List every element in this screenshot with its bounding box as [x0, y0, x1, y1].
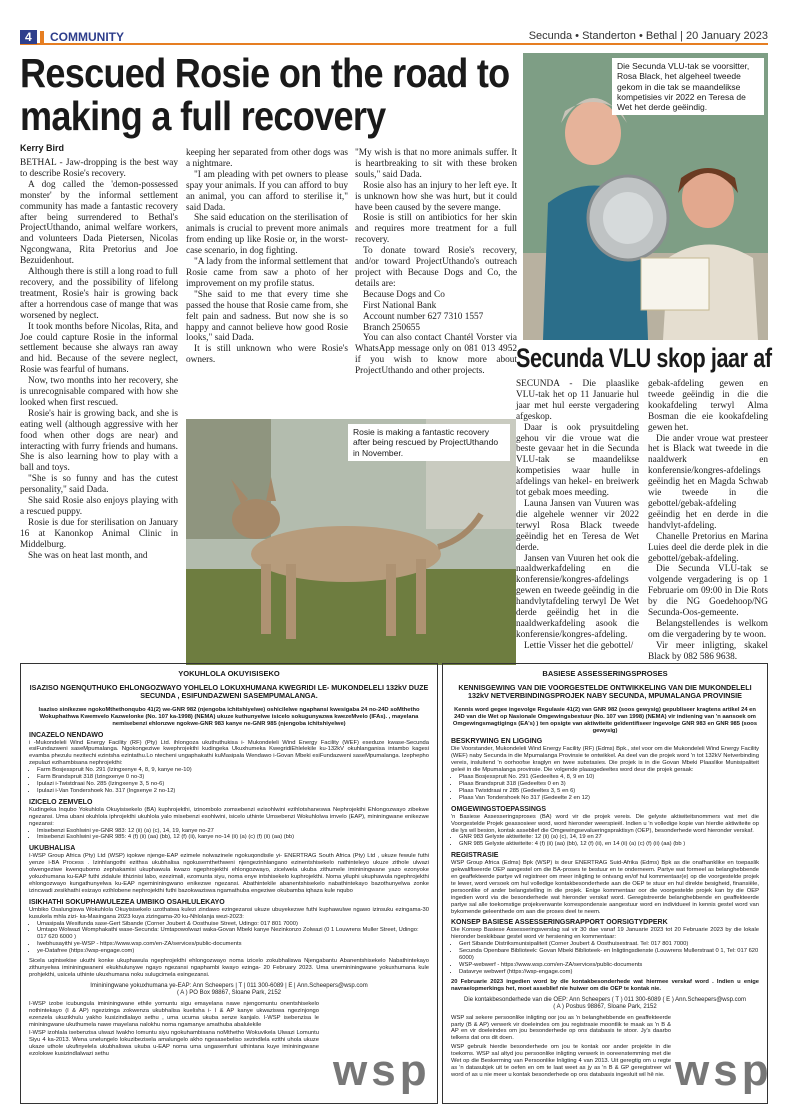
notice-list-item: • Iwebhusayithi ye-WSP - https://www.wsp.com/en-ZA/services/public-documents	[37, 941, 429, 948]
article-paragraph: Although there is still a long road to full recovery, and the possibility of lifelong treatment, Rosie's hair is growing back after a horrendous case of mange that was worsened by neglect.	[20, 267, 178, 321]
notice-title: BASIESE ASSESSERINGSPROSES	[542, 669, 668, 678]
article-headline: Rescued Rosie on the road to making a full recovery	[20, 50, 510, 139]
notice-list	[37, 921, 429, 956]
article-column-3	[355, 148, 517, 414]
article-paragraph: Rosie also has an injury to her left eye. It is unknown how she was hurt, but it could have been caused by the severe mange.	[355, 180, 517, 213]
bank-details	[355, 290, 517, 334]
byline: Kerry Bird	[20, 143, 65, 153]
notice-heading: IZICELO ZEMVELO	[29, 798, 93, 806]
section-title: COMMUNITY	[50, 30, 124, 44]
article-paragraph: "My wish is that no more animals suffer. It is heartbreaking to sit with these broken souls," said Dada.	[355, 148, 517, 180]
article-paragraph: "I am pleading with pet owners to please spay your animals. If you can afford to buy an animal, you can afford to sterilise it," said Dada.	[186, 169, 348, 213]
notice-text: WSP gebruik hierdie besonderhede om jou te kontak oor ander projekte in die toekoms. WSP sal altyd jou persoonlike inligting verwerk in ooreenstemming met die Wet op die Beskerming van Persoonlike Inligting 4 van 2013. Uit geregtig om u regte as 'n datasubjek uit te oefen en om te laat weet as jy as 'n B & GP geregistreer wil word of as u nie meer u kontak besonderhede op ons databasis ingesluit wil hê nie.	[451, 1044, 671, 1078]
notice-text: Kudingeka Inqubo Yokuhlola Okuyisisekelo (BA) kuphrojekthi, izinombolo zomsebenzi ezisohlwini ezihlotshaneswa Nephrojekthi Ehlongozwayo zibekwe ngezansi. Uma ubani okuhlola iphrojekthi ukuhlola yalo misebenzi esohlwini, isicelo uthinte Umsebenzi Wokuhlolwa imvelo (EAP), mininingwane enikezwe ngezansi:	[29, 806, 429, 827]
article-column-2	[186, 148, 348, 414]
contact-address: ( A ) PO Box 98867, Sloane Park, 2152	[176, 989, 282, 996]
article-paragraph: Rosie is due for sterilisation on January 16 at Kanonkop Animal Clinic in Middelburg.	[20, 517, 178, 550]
bank-detail-line: First National Bank	[363, 300, 437, 311]
notice-list-item: • Umasipala Wesifunda sase-Gert Sibande (Corner Joubert & Oosthuise Street, Udingo: 017 801 7000)	[37, 921, 429, 928]
article-paragraph: Die ander vroue wat presteer het is Black wat tweede in die naaldwerk en konferensie/kongres-afdelings geëindig het en Magda Schwab wie tweede in die gebottel/gebak-afdeling geëindig het en derde in die handvlyt-afdeling.	[648, 433, 768, 531]
notice-text: Sicela uqinisekise ukuthi konke ukuphawula ngephrojekthi ehlongozwayo noma izicelo zokubhaliswa Njengabantu Abanentshisekelo Nabathintekayo zithunyelwa imininingwaneni ekukhulunywe ngayo ngezansi ngaphambi kwayo ezinga- 20 February 2023. Uma unemininingwane yokuxhumana kule prohjekthi, usicela uthinte ukuxhumana noku sulugcimela esingezansi.	[29, 958, 429, 978]
notice-list-item: • Secunda Openbare Biblioteek: Govan Mbeki Biblioteek- en Inligtingsdienste (Louwrens Mullerstraat 0 1, Tel: 017 620 6000)	[459, 948, 759, 962]
article-paragraph: She said education on the sterilisation of animals is crucial to prevent more animals from ending up like Rosie or, in the worst-case scenario, in dog fighting.	[186, 213, 348, 257]
notice-list-item: • Datavrye webwerf (https://wsp-engage.com)	[459, 969, 759, 976]
notice-heading: INCAZELO NENDAWO	[29, 731, 104, 739]
article-paragraph: Belangstellendes is welkom om die vergadering by te woon.	[648, 618, 768, 640]
notice-subtitle: ISAZISO NGENQUTHUKO EHLONGOZWAYO YOHLELO LOKUXHUMANA KWEGRIDI LE- MUKONDELELI 132kV DUZE SECUNDA , ESIFUNDAZWENI SASEMPUMALANGA.	[29, 683, 429, 701]
article-paragraph: keeping her separated from other dogs was a nightmare.	[186, 148, 348, 169]
notice-list	[459, 774, 759, 802]
public-notice-zulu	[20, 663, 438, 1104]
contact-line: Imininingwane yokuxhumana ye-EAP: Ann Scheepers | T | 011 300-6089 | E | Ann.Scheepers@wsp.com	[90, 982, 368, 989]
notice-list-item: • GNR 985 Gelyste aktiwiteite: 4 (f) (ii) (aa) (bb), 12 (f) (ii), en 14 (ii) (a) (c) (f) (ii) (aa) (bb )	[459, 841, 759, 848]
notice-text: I-WSP Group Africa (Pty) Ltd (WSP) iqokwe njenge-EAP ezimele nolwazinele ngokuqondisile yi- ENERTRAG South Africa (Pty) Ltd , ukuze fewule futhi yenze i-BA Process . Izinhlangothi ezithsa ukubhalisa ngokusemthethweni njengezinhlangano ezinentshisekelo nathinteleyo ukuze zithole ulwazi olwengeziwe kwenqubomo zephakamisi ukuphawula kwazo ngephrojekthi ehlongozwayo, zicelwela ukuba zithumele imininingwane yazo ezonyoke yokuxhumana ku-EAP futhi zidalule ithizinisi labo, ezezimali, ezomunta siyu, noma enye intshisekelo kuphrojekthi. Noma yiluphi ukuphawula ngephrojekthi ehlongozwayo kungathunyelwa ku-EAP ngemininingwano enikezwe ngezansi. Abathintekile abanentshisekelo nabathintekayo bazothunyelwa zonke izincwadi zesikhathi esizayo ezihlobene nephrojekthi futhi bazokwaziswa ngamathuba engeziwe okubamba iqhaza kule nqubo	[29, 853, 429, 894]
article-paragraph: Die Secunda VLU-tak se volgende vergadering is op 1 Februarie om 09:00 in Die Rots by die NG Goedehoop/NG Secunda-Oos-gemeente.	[648, 564, 768, 619]
page-number: 4	[20, 30, 37, 44]
article-column-1	[20, 158, 178, 658]
notice-text: WSP Group Africa (Edms) Bpk (WSP) is deur ENERTRAG Suid-Afrika (Edms) Bpk as die onafhanklike en toepaslik gekwalifiseerde OEP aangestel om die BA-proses te bestuur en te onderneem. Partye wat formeel as belanghebbende en geaffekteerde partye wil registreer om meer inligting te ontvang en/of hul kommentaar(e) op die voorgestelde projek te lewer, word versoek om hul volledige kontakbesonderhede aan die OEP te stuur en hul direkte besigheid, finansiële, persoonlike of ander belangstelling in die projek. Enige kommentaar oor die voorgestelde projek kan by die OEP ingedien word via die besonderhede wat hieronder verskaf word. Geregistreerde belanghebbende en geaffekteerde partye sal alle toekomstige projekverwante korrespondensie aangestuur word en individueel in kennis gestel word van bykomende geleenthede om aan die proses deel te neem.	[451, 860, 759, 915]
notice-list-item: • Farm Brandspruit 318 (Izingxenye 0 no-3)	[37, 774, 429, 781]
article-paragraph: You can also contact Chantél Vorster via WhatsApp message only on 081 013 4952 if you wish to know more about ProjectUthando and other projects.	[355, 333, 517, 377]
wsp-logo: wsp	[333, 1046, 431, 1095]
bank-detail-line: Account number 627 7310 1557	[363, 311, 484, 322]
section-accent	[40, 31, 44, 43]
article-paragraph: gebak-afdeling gewen en tweede geëindig in die die kookafdeling terwyl Alma Bosman die eie kookafdeling gewen het.	[648, 379, 768, 433]
vlu-column-2	[648, 379, 768, 661]
notice-text: WSP sal sekere persoonlike inligting oor jou as 'n belanghebbende en geaffekteerde party (B & AP) verwerk vir doeleindes om jou registrasie moontlik te maak as 'n B & AP en vir doeleindes om jou besonderhede op ons databasis te stoor. Jy's daarbo telkens dat ons dit doen.	[451, 1014, 671, 1042]
notice-list-item: • Umtapo Wolwazi Womphakathi wase-Secunda: Umtapowolwazi waka-Govan Mbeki kanye Nezinkonzo Zolwazi (0 1 Louwrens Muller Street, Udingo: 017 620 6000 )	[37, 927, 429, 941]
article-paragraph: Jansen van Vuuren het ook die naaldwerkafdeling en die konferensie/kongres-afdelings gewen en tweede geëindig in die handvlytafdeling terwyl De Wet derde geëindig het in die naaldwerkafdeling asook die konferensie/kongres-afdeling.	[516, 553, 639, 640]
notice-list-item: • GNR 983 Gelyste aktiwiteite: 12 (ii) (a) (c), 14, 19 en 27	[459, 834, 759, 841]
article-paragraph: "A lady from the informal settlement that Rosie came from saw a photo of her improvement on my profile status.	[186, 257, 348, 289]
notice-list-item: • Imisebenzi Esohlwini ye-GNR 983: 12 (ii) (a) (c), 14, 19, kanye no-27	[37, 828, 429, 835]
notice-text: I-WSP izohlala isebenzisa ulwazi lwakho lomuntu siyu ngokuhambisana noMthetho Wokuvikela Ulwazi Lomuntu Siyu 4 ka-2013. Wena unelungelo lokuzibezisela amalungelo akho ngesasebeliso sezindlela ezithi uhola ukuze ukaze uthole ukufinyelela ukubhaliswa ukuba u-EAP noma uma ungasemfuni uthintana kuye imininingwane ezolokwe kusizindlalwazi sethu	[29, 1030, 319, 1058]
notice-list-item: • Plaas Twistdraai nr 285 (Gedeeltes 3, 5 en 6)	[459, 788, 759, 795]
article-paragraph: A dog called the 'demon-possessed monster' by the informal settlement community has made a fantastic recovery after being surrendered to Bethal's ProjectUthando, animal welfare workers, and volunteers Dada Pietersen, Nicolas Ngcongwana, Rita Pretorius and Joe Bezuidenhout.	[20, 179, 178, 267]
notice-list-item: • Imisebenzi Esohlwini ye-GNR 985: 4 (f) (ii) (aa) (bb), 12 (f) (ii), kanye no-14 (ii) (a) (c) (f) (ii) (aa) (bb)	[37, 834, 429, 841]
wsp-logo: wsp	[675, 1046, 773, 1095]
notice-list-item: • WSP-webwerf - https://www.wsp.com/en-ZA/services/public-documents	[459, 962, 759, 969]
notice-heading: UKUBHALISA	[29, 845, 76, 853]
article-paragraph: Now, two months into her recovery, she is unrecognisable compared with how she looked when first rescued.	[20, 376, 178, 408]
notice-text: 'n Basiese Assesseringsproses (BA) word vir die projek vereis. Die gelyste aktiwiteitsnommers wat met die Voorgestelde Projek geassosieer word, word hieronder weerspieël. Indien u 'n volledige kopie van hierdie aktiwiteite op die lys wil besion, kontak asseblief die Omgewingsevalueringspraktisyn (OEP), besonderhede word hieronder verskaf.	[451, 813, 759, 834]
notice-list	[37, 828, 429, 842]
article-paragraph: Chanelle Pretorius en Marina Luies deel die derde plek in die gebottel/gebak-afdeling.	[648, 531, 768, 564]
notice-text: Umbiko Osalungiswa Wokuhlola Okuyisisekelo uzothatwa kulezi zindawo ezingezansi ukuze ubuyekezwe futhi kuphawulwe ngawo izinsuku ezingama-30 kusukela mhla zizi- ka-Masingana 2023 kuya zizingama-20 ku-Nhlolanja wezi-2023:	[29, 906, 429, 920]
notice-list	[459, 941, 759, 976]
article-paragraph: It took months before Nicolas, Rita, and Joe could capture Rosie in the informal settlement because she always ran away and hid. Because of the severe neglect, Rosie was fearful of humans.	[20, 321, 178, 376]
notice-heading: KONSEP BASIESE ASSESSERINGSRAPPORT OORSIGTYDPERK	[451, 919, 668, 927]
notice-list-item: • Plaas Van Tondershoek No 317 (Gedeelte 2 en 12)	[459, 795, 759, 802]
article-paragraph: It is still unknown who were Rosie's owners.	[186, 344, 348, 366]
notice-list-item: • Farm Bosjesspruit No. 291 (Izingxenye 4, 8, 9, kanye ne-10)	[37, 767, 429, 774]
article-paragraph: Vir meer inligting, skakel Black by 082 586 9638.	[648, 640, 768, 662]
article-paragraph: "She said to me that every time she passed the house that Rosie came from, she felt pain and sadness. But now she is so happy and cannot believe how good Rosie looks," said Dada.	[186, 289, 348, 344]
contact-line: Die kontakbesonderhede van die OEP: Ann Scheepers ( T ) 011 300-6089 ( E ) Ann.Scheepers@wsp.com	[464, 996, 746, 1003]
notice-text: i -Mukondeleli Wind Energy Facility (RF) (Pty) Ltd. ihlongoza ukuthuthukisa i- Mukondeleli Wind Energy Facility (WEF) eseduze kwase-Secunda esiFundazweni saseMpumalanga. Ngokongeziwe kwephrojekthi kudingeka Ukuxhumeka KwegridiEhlelekile ku-132kV okuhlanganisa intambo kagesi evamba phezulu nezitechi ezintsha ezintathu.Lo ntecheni ungaphakathi kuMasipala Wendawo i-Govan Mbeki esiFundazweni saseMpumalanga. Izephepho zepulazi ezihambisana nephrojekthi:	[29, 739, 429, 767]
article-paragraph: SECUNDA - Die plaaslike VLU-tak het op 11 Januarie hul jaar met hul eerste vergadering afgeskop.	[516, 379, 639, 422]
notice-intro: Isaziso sinikezwe ngokoMthethonqubo 41(2) we-GNR 982 (njengoba ichitshiyelwe) oshicilelwe ngaphansi kwesigaba 24 no-24D soMthetho Wokuphathwa Kwemvelo Kazwelonke (No. 107 ka-1998) (NEMA) ukuze kuthunyelwe isicelo sokugunyazwa kwezeMvelo (IFAs). , mayelana nemisebenzi ehlonzwe ngokwe-GNR 983 kanye ne-GNR 985 (njengoba ichitshiyelwe)	[38, 706, 420, 727]
notice-text: Die Voorstander, Mukondeleli Wind Energy Facility (RF) (Edms) Bpk., stel voor om die Mukondeleli Wind Energy Facility (WEF) naby Secunda in die Mpumalanga Provinsie te ontwikkel. As deel van die projek word 'n tot 132kV Netverbinding vereis, insluitend 'n oorhoofse kraglyn en twee substasies. Die projek is in die Govan Mbeki Plaaslike Munisipaliteit geleë in die Mpumalanga provinsie. Die volgende plaasgedeeltes word deur die projek geraak:	[451, 746, 759, 774]
notice-list-item: • Plaas Bosjesspruit No. 291 (Gedeeltes 4, 8, 9 en 10)	[459, 774, 759, 781]
notice-contact	[29, 983, 429, 997]
article-paragraph: To donate toward Rosie's recovery, and/or toward ProjectUthando's outreach project with Because Dogs and Co, the details are:	[355, 246, 517, 289]
notice-list-item: • Ipulazi i-Van Tondershoek No. 317 (Ingxenye 2 no-12)	[37, 788, 429, 795]
notice-intro: Kennis word gegee ingevolge Regulasie 41(2) van GNR 982 (soos gewysig) gepubliseer kragtens artikel 24 en 24D van die Wet op Nasionale Omgewingsbestuur (No. 107 van 1998) (NEMA) vir indiening van 'n aansoek om Omgewingsmagtigings (EA's) ) ten opsigte van aktiwiteite geïdentifiseer ingevolge GNR 983 en GNR 985 (soos gewysig)	[452, 706, 758, 734]
notice-text: I-WSP izobe icubungula imininingwane ethile yomuntu sigu emayelana nawe njengomuntu onentshisekelo nothintekayo (I & AP) ngezizinga zokwenza ukubhalisa kuelisha i- I & AP kanye ukwaziswa ngezinjongo ezenzela ukuzikhulu yakho kusizindlalayo sethu , uma ucuma ukuba senze kanjalo. I-WSP isebenzisa le mininingwane ukuthumela nawe mayelana nalokhu noma ngamanye amathuba abalulekile	[29, 1000, 319, 1028]
notice-heading: REGISTRASIE	[451, 852, 499, 860]
page-header	[20, 29, 768, 45]
notice-heading: OMGEWINGSTOEPASSINGS	[451, 805, 547, 813]
vlu-headline: Secunda VLU skop jaar af	[516, 343, 772, 373]
dog-photo-caption: Rosie is making a fantastic recovery after being rescued by ProjectUthando in November.	[348, 424, 510, 461]
notice-heading: BESKRYWING EN LIGGING	[451, 738, 543, 746]
notice-list	[37, 767, 429, 795]
notice-list-item: • Plaas Brandspruit 318 (Gedeeltes 0 en 3)	[459, 781, 759, 788]
article-paragraph: Launa Jansen van Vuuren was die algehele wenner vir 2022 terwyl Rosa Black tweede geëindig het en Teresa de Wet derde.	[516, 498, 639, 553]
notice-list-item: • Ipulazi i-Twistdraai No. 285 (Izingxenye 3, 5 no-6)	[37, 781, 429, 788]
bank-detail-line: Because Dogs and Co	[363, 289, 445, 300]
dateline: Secunda • Standerton • Bethal | 20 January 2023	[528, 30, 768, 42]
article-paragraph: Rosie is still on antibiotics for her skin and requires more treatment for a full recovery.	[355, 213, 517, 246]
article-paragraph: BETHAL - Jaw-dropping is the best way to describe Rosie's recovery.	[20, 158, 178, 179]
notice-text: 20 Februarie 2023 ingedien word by die kontakbesonderhede wat hiermee verskaf word . Indien u enige navrae/opmerkings het, moet asseblief nie huiwer om die OEP te kontak nie.	[451, 978, 759, 992]
notice-contact	[451, 997, 759, 1011]
notice-title: YOKUHLOLA OKUYISISEKO	[178, 669, 280, 678]
article-paragraph: She said Rosie also enjoys playing with a rescued puppy.	[20, 496, 178, 517]
article-paragraph: "She is so funny and has the cutest personality," said Dada.	[20, 474, 178, 496]
article-paragraph: Lettie Visser het die gebottel/	[524, 640, 634, 651]
vlu-column-1	[516, 379, 639, 661]
notice-heading: ISIKHATHI SOKUPHAWULEZEA UMBIKO OSAHLULEKAYO	[29, 898, 225, 906]
notice-subtitle: KENNISGEWING VAN DIE VOORGESTELDE ONTWIKKELING VAN DIE MUKONDELELI 132kV NETVERBINDINGSPROJEK NABY SECUNDA, MPUMALANGA PROVINSIE	[458, 683, 752, 701]
article-paragraph: She was on heat last month, and	[28, 550, 148, 561]
bank-detail-line: Branch 250655	[363, 322, 421, 333]
article-paragraph: Daar is ook prysuitdeling gehou vir die vroue wat die beste gevaar het in die Secunda VLU-tak se maandelikse kompetisies waar hulle in afdelings van hekel- en breiwerk tot gebak moes meeding.	[516, 422, 639, 499]
vlu-photo-caption: Die Secunda VLU-tak se voorsitter, Rosa Black, het algeheel tweede gekom in die tak se maandelikse kompetisies vir 2022 en Teresa de Wet het derde geëindig.	[612, 58, 764, 115]
notice-list-item: • Gert Sibande Distriksmunisipaliteit (Corner Joubert & Oosthuisestraat. Tel: 017 801 7000)	[459, 941, 759, 948]
notice-list-item: • ye-Datafree (https://wsp-engage.com)	[37, 948, 429, 955]
contact-address: ( A ) Posbus 98867, Sloane Park, 2152	[553, 1003, 657, 1010]
notice-text: Die Konsep Basiese Assesseringsverslag sal vir 30 dae vanaf 19 Januarie 2023 tot 20 Februarie 2023 by die lokale hieronder beskikbaar gestel word vir hersiening en kommentaar:	[451, 927, 759, 941]
public-notice-afrikaans	[442, 663, 773, 1104]
article-paragraph: Rosie's hair is growing back, and she is eating well (although aggressive with her food when other dogs are near) and interacting with furry friends and humans. She is also learning how to play with a ball and toys.	[20, 408, 178, 474]
notice-list	[459, 834, 759, 848]
